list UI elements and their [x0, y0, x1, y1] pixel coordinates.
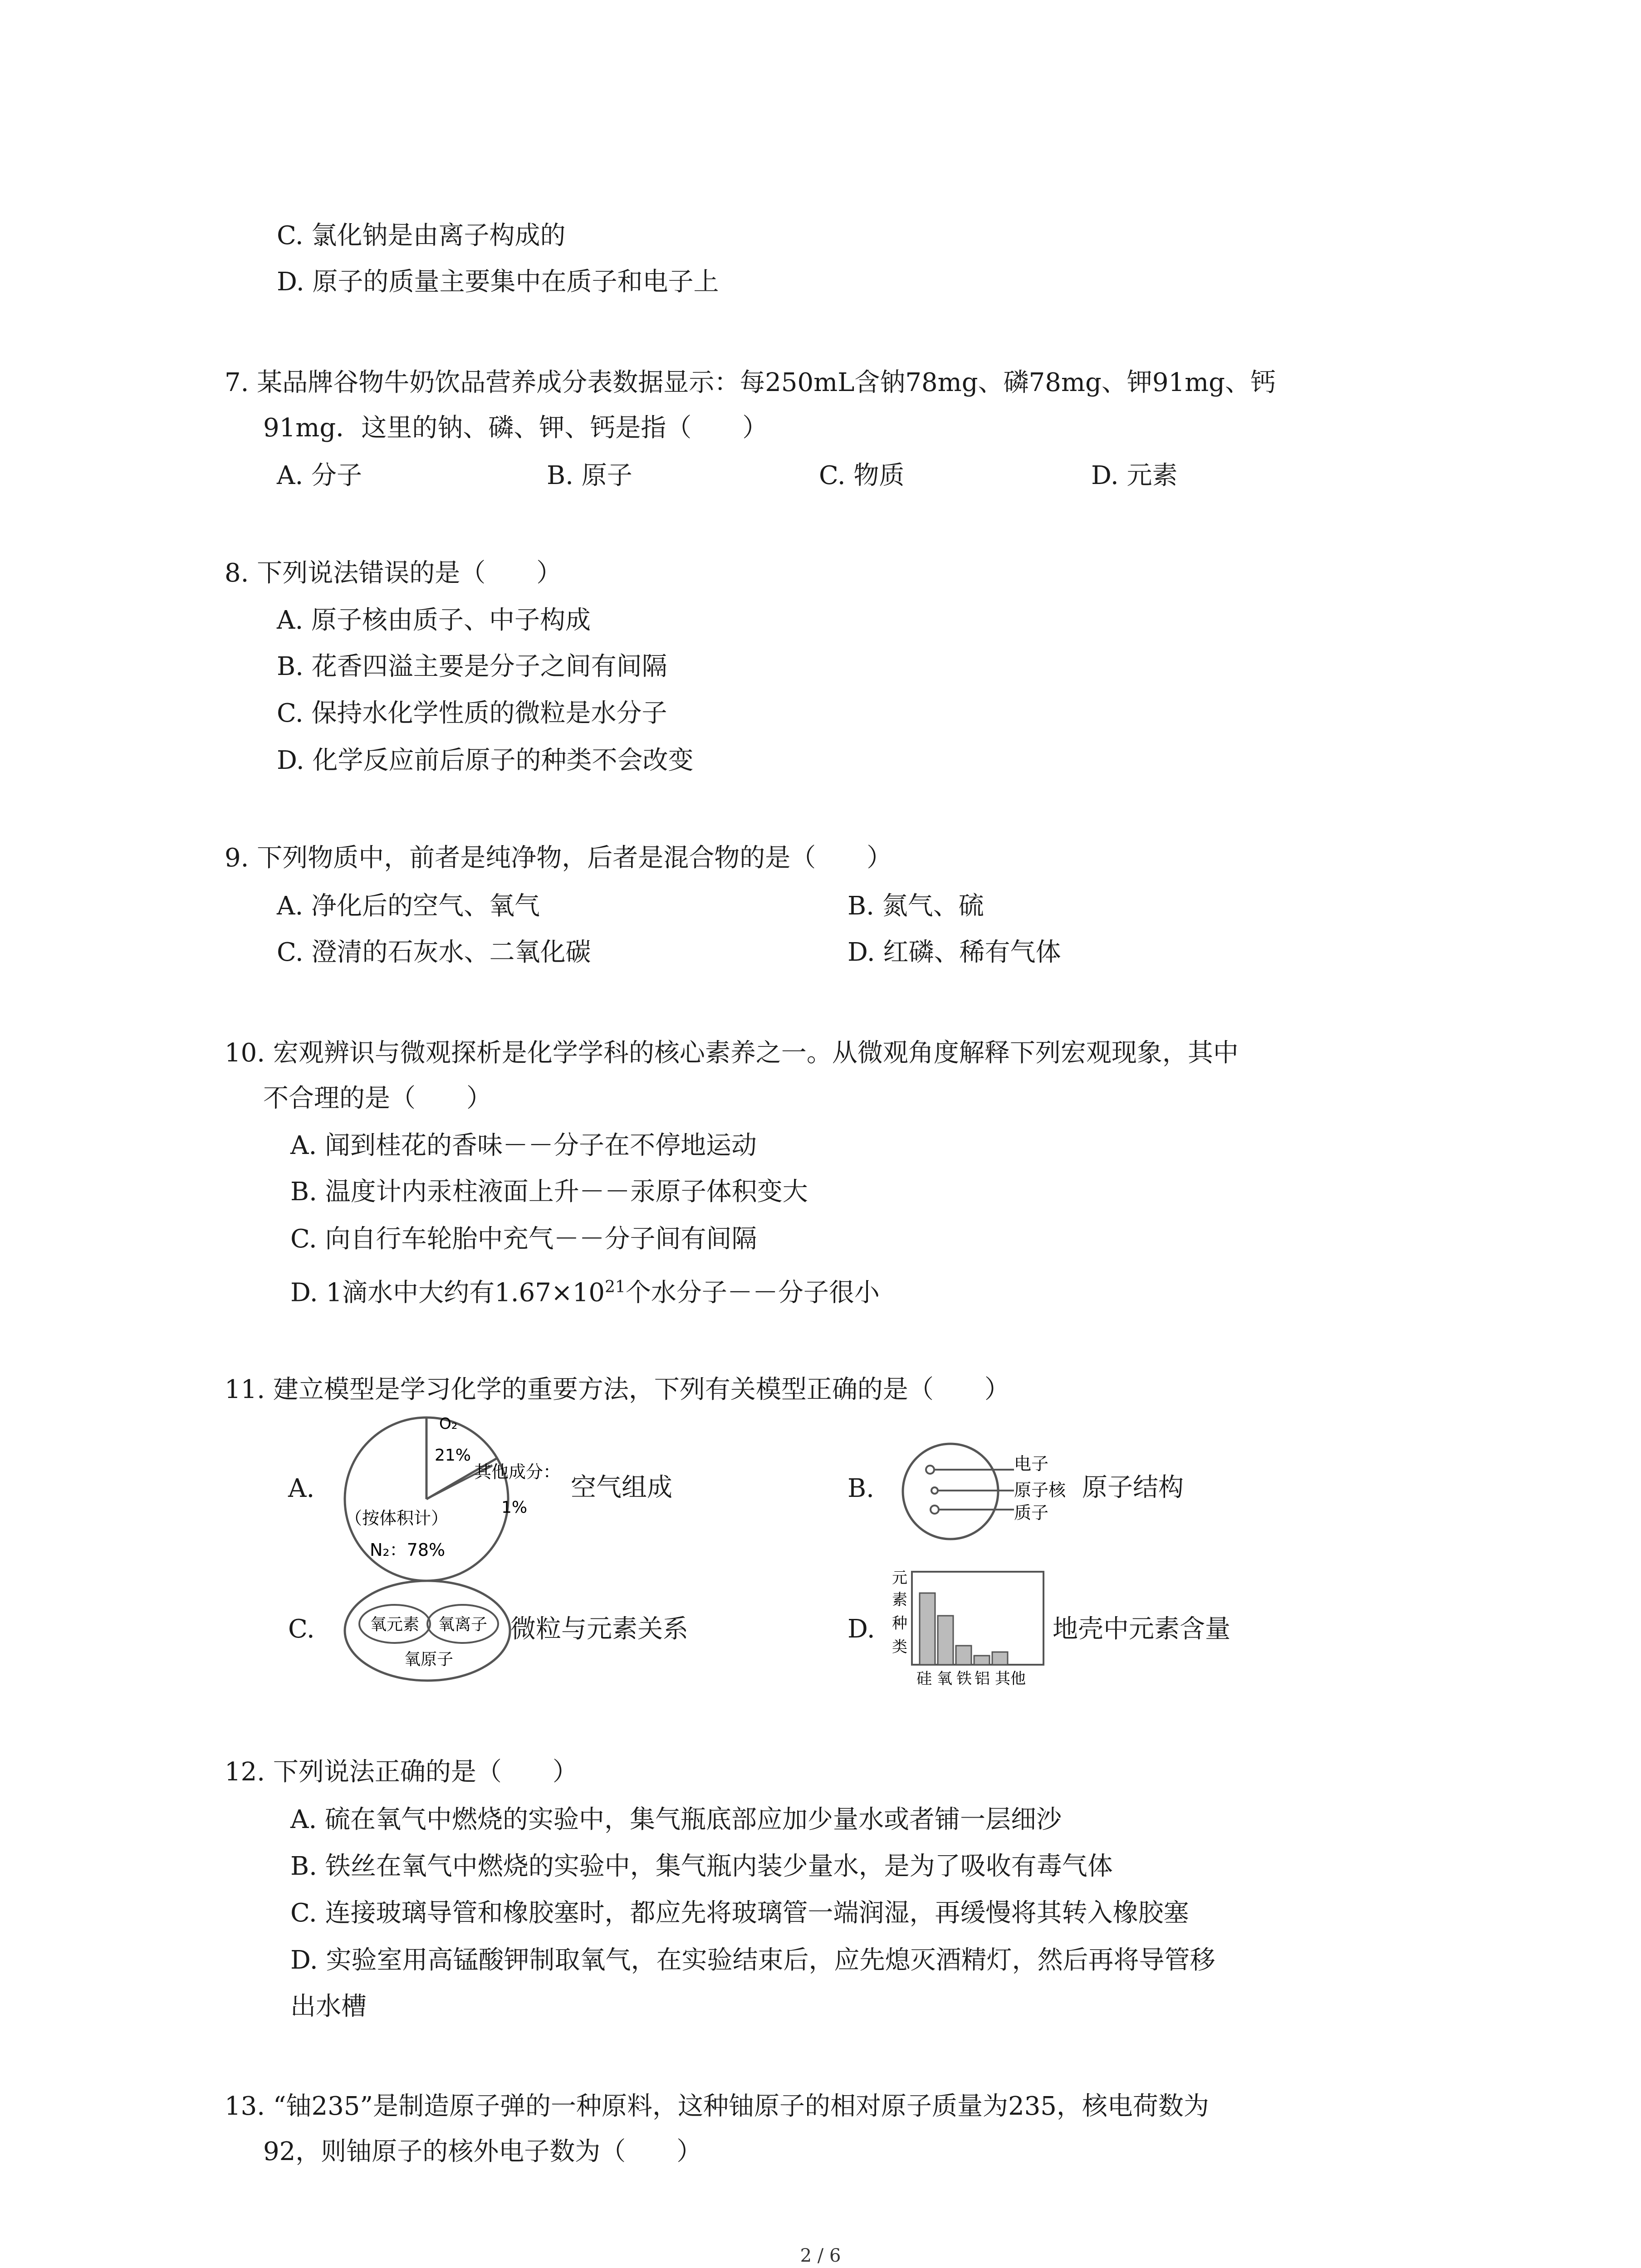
q7-stem-line2: 91mg．这里的钠、磷、钾、钙是指（ ）	[263, 413, 768, 443]
q12-option-d-line1: D. 实验室用高锰酸钾制取氧气，在实验结束后，应先熄灭酒精灯，然后再将导管移	[290, 1945, 1215, 1975]
q7-option-c: C. 物质	[819, 461, 905, 490]
q10-option-b: B. 温度计内汞柱液面上升－－汞原子体积变大	[290, 1177, 808, 1207]
q9-option-c: C. 澄清的石灰水、二氧化碳	[277, 938, 591, 967]
atom-structure-diagram	[901, 1437, 1082, 1546]
q13-stem-line1: 13. “铀235”是制造原子弹的一种原料，这种铀原子的相对原子质量为235，核电荷数为	[225, 2092, 1209, 2121]
by-volume-label: （按体积计）	[345, 1508, 449, 1528]
proton-label: 质子	[1014, 1503, 1049, 1523]
q11-option-c-figure	[340, 1576, 517, 1687]
x-tick-other: 其他	[995, 1670, 1026, 1688]
q10-option-a: A. 闻到桂花的香味－－分子在不停地运动	[290, 1131, 757, 1160]
bar-oxygen	[938, 1616, 953, 1665]
o2-percent: 21%	[435, 1446, 471, 1465]
q12-stem: 12. 下列说法正确的是（ ）	[225, 1757, 578, 1787]
prev-option-d: D. 原子的质量主要集中在质子和电子上	[277, 267, 719, 297]
q11-option-c-caption: 微粒与元素关系	[510, 1614, 688, 1644]
o2-label: O₂	[439, 1415, 458, 1433]
particle-element-diagram	[340, 1576, 517, 1685]
bar-other	[992, 1652, 1008, 1665]
bar-silicon	[920, 1593, 935, 1665]
q8-option-c: C. 保持水化学性质的微粒是水分子	[277, 699, 667, 728]
electron-label: 电子	[1014, 1454, 1049, 1474]
q11-option-d-label: D.	[847, 1614, 875, 1644]
q11-stem: 11. 建立模型是学习化学的重要方法，下列有关模型正确的是（ ）	[225, 1375, 1010, 1404]
prev-option-c: C. 氯化钠是由离子构成的	[277, 221, 566, 250]
q9-option-a: A. 净化后的空气、氧气	[277, 891, 540, 921]
q9-stem: 9. 下列物质中，前者是纯净物，后者是混合物的是（ ）	[225, 843, 892, 873]
q8-option-d: D. 化学反应前后原子的种类不会改变	[277, 746, 694, 775]
q8-stem: 8. 下列说法错误的是（ ）	[225, 558, 562, 588]
y-axis-char-2: 素	[892, 1591, 907, 1609]
q7-option-a: A. 分子	[277, 461, 362, 490]
q10-option-d	[290, 1273, 880, 1308]
nucleus-label: 原子核	[1014, 1480, 1066, 1500]
q11-option-a-label: A.	[288, 1474, 315, 1503]
bar-iron	[956, 1646, 971, 1665]
q11-option-b-caption: 原子结构	[1082, 1473, 1184, 1502]
x-tick-silicon: 硅	[916, 1670, 932, 1688]
q10-option-d-pre: D. 1滴水中大约有1.67×10	[290, 1278, 605, 1308]
q11-option-b-label: B.	[847, 1474, 874, 1503]
q12-option-b: B. 铁丝在氧气中燃烧的实验中，集气瓶内装少量水，是为了吸收有毒气体	[290, 1852, 1113, 1881]
q11-option-a-caption: 空气组成	[571, 1473, 672, 1502]
oxygen-ion-label: 氧离子	[438, 1615, 488, 1634]
q12-option-c: C. 连接玻璃导管和橡胶塞时，都应先将玻璃管一端润湿，再缓慢将其转入橡胶塞	[290, 1898, 1189, 1928]
page-number: 2 / 6	[800, 2245, 841, 2266]
q11-option-d-figure	[892, 1565, 1055, 1694]
q10-stem-line1: 10. 宏观辨识与微观探析是化学学科的核心素养之一。从微观角度解释下列宏观现象，其中	[225, 1038, 1239, 1068]
x-tick-iron: 铁	[956, 1670, 972, 1688]
q13-stem-line2: 92，则铀原子的核外电子数为（ ）	[263, 2137, 702, 2166]
n2-label: N₂：78%	[370, 1540, 446, 1560]
x-tick-aluminum: 铝	[975, 1670, 990, 1688]
crust-element-bar-chart	[892, 1565, 1055, 1692]
q11-option-d-caption: 地壳中元素含量	[1053, 1614, 1230, 1644]
q9-option-b: B. 氮气、硫	[847, 891, 984, 921]
y-axis-char-1: 元	[892, 1569, 907, 1587]
q12-option-a: A. 硫在氧气中燃烧的实验中，集气瓶底部应加少量水或者铺一层细沙	[290, 1805, 1062, 1834]
q8-option-a: A. 原子核由质子、中子构成	[277, 606, 591, 635]
other-label: 其他成分：	[474, 1462, 561, 1482]
other-percent: 1%	[501, 1498, 528, 1517]
q7-option-d: D. 元素	[1091, 461, 1178, 490]
x-tick-oxygen: 氧	[937, 1670, 952, 1688]
oxygen-atom-label: 氧原子	[404, 1650, 454, 1669]
q11-option-c-label: C.	[288, 1614, 315, 1644]
q10-option-d-exponent: 21	[605, 1278, 626, 1296]
bar-aluminum	[974, 1656, 989, 1665]
q10-option-d-post: 个水分子－－分子很小	[625, 1278, 880, 1308]
q10-option-c: C. 向自行车轮胎中充气－－分子间有间隔	[290, 1224, 757, 1254]
q9-option-d: D. 红磷、稀有气体	[847, 938, 1061, 967]
oxygen-element-label: 氧元素	[370, 1615, 420, 1634]
q7-option-b: B. 原子	[547, 461, 632, 490]
y-axis-char-4: 类	[892, 1638, 907, 1656]
q10-stem-line2: 不合理的是（ ）	[263, 1084, 492, 1113]
q11-option-b-figure	[901, 1437, 1082, 1548]
q7-stem-line1: 7. 某品牌谷物牛奶饮品营养成分表数据显示：每250mL含钠78mg、磷78mg、钾91mg、钙	[225, 368, 1276, 397]
q8-option-b: B. 花香四溢主要是分子之间有间隔	[277, 652, 667, 681]
q12-option-d-line2: 出水槽	[290, 1992, 367, 2021]
y-axis-char-3: 种	[892, 1614, 907, 1633]
